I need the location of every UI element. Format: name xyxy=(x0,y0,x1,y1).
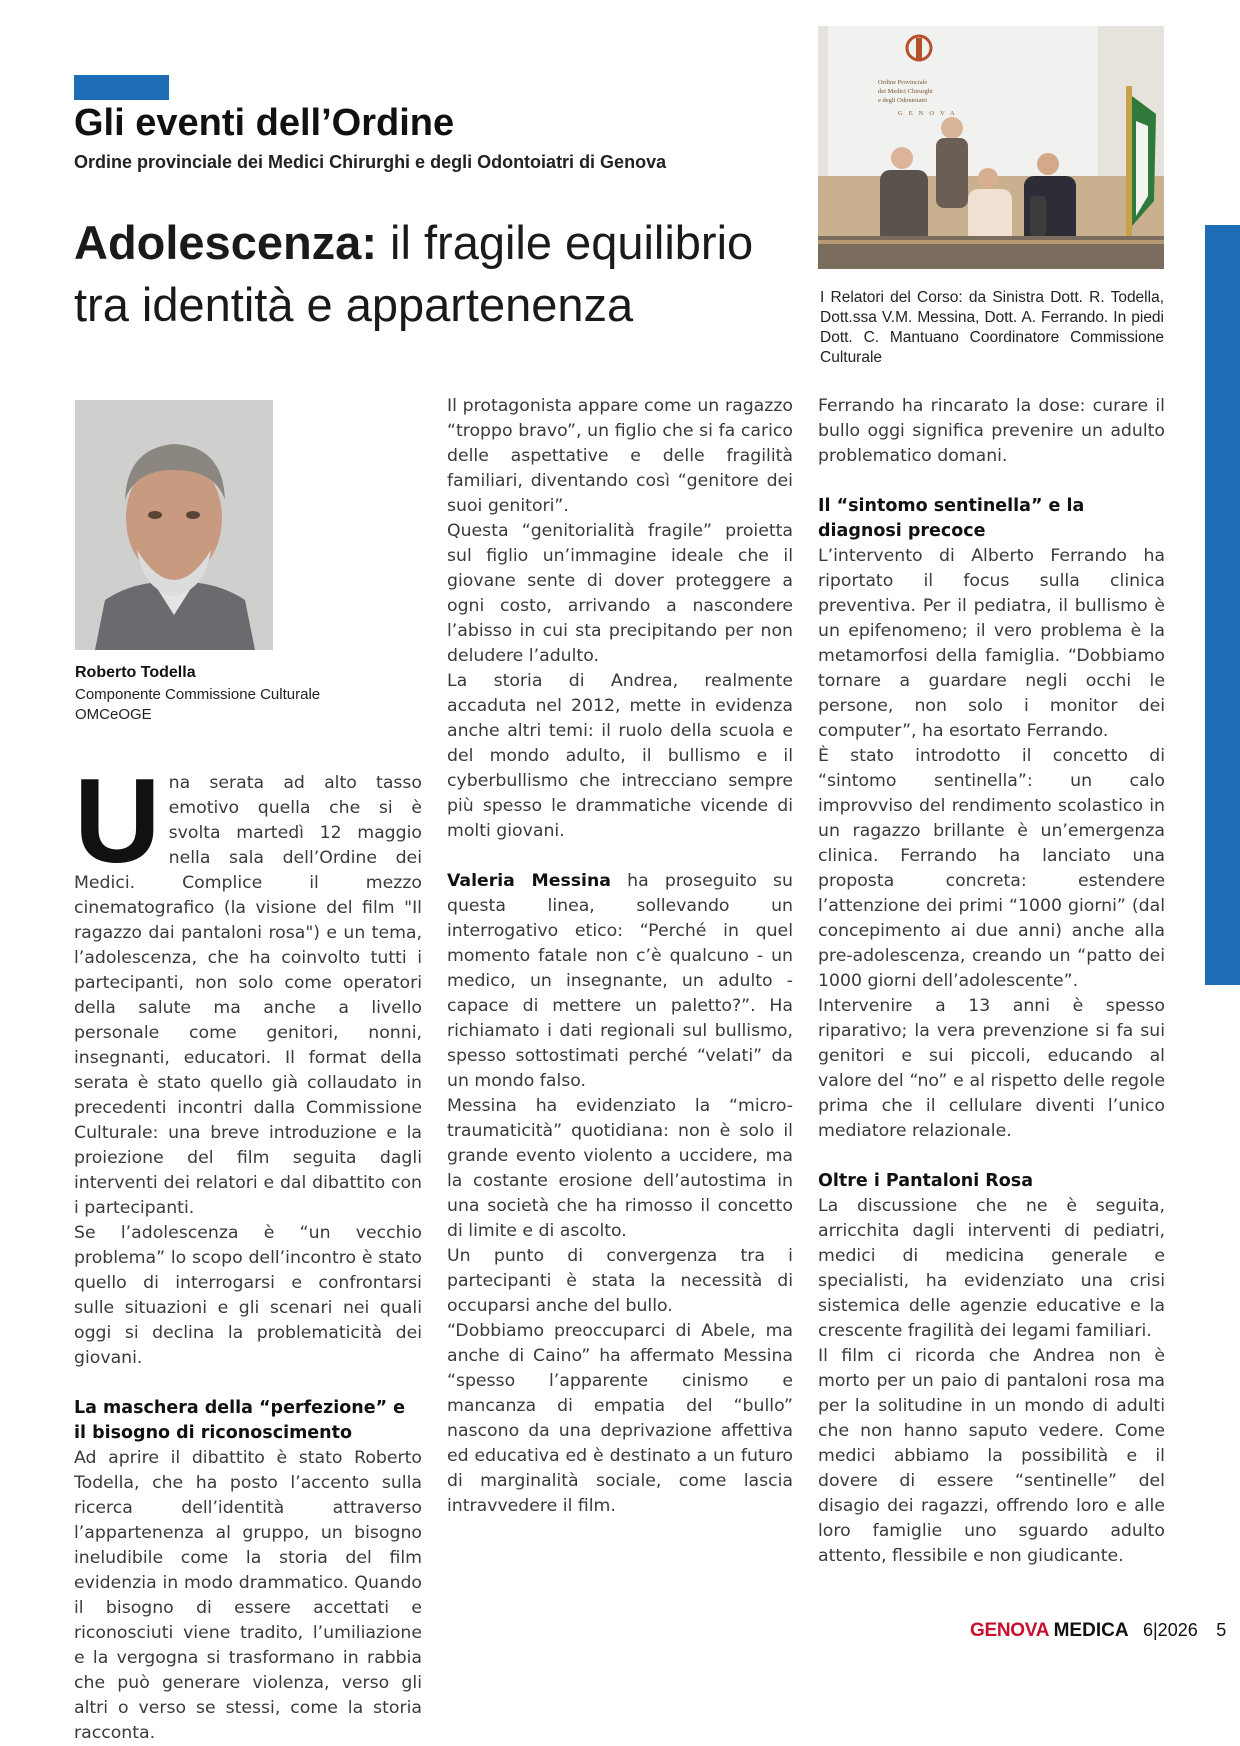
paragraph: La discussione che ne è seguita, arricchita dagli interventi di pediatri, medici di medicina generale e specialisti, ha evidenziato una crisi sistemica delle agenzie educative e la crescente fragilità dei legami familiari. xyxy=(818,1196,1165,1341)
author-portrait xyxy=(75,400,273,650)
photo-logo-line-3: e degli Odontoiatri xyxy=(878,97,928,104)
paragraph: Ad aprire il dibattito è stato Roberto Todella, che ha posto l’accento sulla ricerca dell’identità attraverso l’appartenenza al gruppo, un bisogno ineludibile come la storia del film evidenzia in modo drammatico. Quando il bisogno di essere accettati e riconosciuti viene tradito, l’umiliazione e la vergogna si trasformano in rabbia che può generare violenza, verso gli altri o verso se stessi, come la storia racconta. xyxy=(74,1448,422,1743)
drop-cap: U xyxy=(74,754,161,888)
article-column-2 xyxy=(447,394,793,1519)
subheading: La maschera della “perfezione” e il bisogno di riconoscimento xyxy=(74,1398,406,1443)
paragraph: Ferrando ha rincarato la dose: curare il bullo oggi significa prevenire un adulto problematico domani. xyxy=(818,396,1165,466)
magazine-brand-black: MEDICA xyxy=(1053,1620,1129,1641)
article-headline xyxy=(74,212,794,336)
paragraph: Questa “genitorialità fragile” proietta sul figlio un’immagine ideale che il giovane sente di dover proteggere a ogni costo, arrivando a nascondere l’abisso in cui sta precipitando per non deludere l’adulto. xyxy=(447,521,793,666)
magazine-brand-red: GENOVA xyxy=(970,1620,1050,1641)
author-role-line-2: OMCeOGE xyxy=(75,706,152,723)
paragraph: L’intervento di Alberto Ferrando ha riportato il focus sulla clinica preventiva. Per il pediatra, il bullismo è un epifenomeno; il vero problema è la metamorfosi della famiglia. “Dobbiamo tornare a guardare negli occhi le persone, non solo i monitor dei computer”, ha esortato Ferrando. xyxy=(818,546,1165,741)
author-role xyxy=(75,685,375,725)
paragraph: Il protagonista appare come un ragazzo “troppo bravo”, un figlio che si fa carico delle aspettative e delle fragilità familiari, diventando così “genitore dei suoi genitori”. xyxy=(447,396,793,516)
paragraph: Se l’adolescenza è “un vecchio problema” lo scopo dell’incontro è stato quello di interrogarsi e confrontarsi sulle situazioni e gli scenari nei quali oggi si declina la problematicità dei giovani. xyxy=(74,1223,422,1368)
paragraph: Il film ci ricorda che Andrea non è morto per un paio di pantaloni rosa ma per la solitudine in un mondo di adulti che non hanno saputo vedere. Come medici abbiamo la possibilità e il dovere di essere “sentinelle” del disagio dei ragazzi, offrendo loro e alle loro famiglie uno sguardo adulto attento, flessibile e non giudicante. xyxy=(818,1346,1165,1566)
speaker-name: Valeria Messina xyxy=(447,871,611,891)
speakers-photo xyxy=(818,26,1164,269)
paragraph: La storia di Andrea, realmente accaduta nel 2012, mette in evidenza anche altri temi: il ruolo della scuola e del mondo adulto, il bullismo e il cyberbullismo che intrecciano sempre più spesso le drammatiche vicende di molti giovani. xyxy=(447,671,793,841)
page-footer xyxy=(970,1620,1226,1642)
photo-logo-line-4: GENOVA xyxy=(898,110,961,117)
paragraph: “Dobbiamo preoccuparci di Abele, ma anche di Caino” ha affermato Messina “spesso l’apparente cinismo e mancanza di empatia del “bullo” nascono da una deprivazione affettiva ed educativa ed è destinato a un futuro di marginalità sociale, come lascia intravvedere il film. xyxy=(447,1321,793,1516)
paragraph: Messina ha evidenziato la “micro-traumaticità” quotidiana: non è solo il grande evento violento a uccidere, ma la costante erosione dell’autostima in una società che ha rimosso il concetto di limite e di ascolto. xyxy=(447,1096,793,1241)
author-role-line-1: Componente Commissione Culturale xyxy=(75,686,321,703)
paragraph: È stato introdotto il concetto di “sintomo sentinella”: un calo improvviso del rendimento scolastico in un ragazzo brillante è un’emergenza clinica. Ferrando ha lanciato una proposta concreta: estendere l’attenzione dei primi “1000 giorni” (dal concepimento ai due anni) anche alla pre-adolescenza, creando un “patto dei 1000 giorni dell’adolescente”. xyxy=(818,746,1165,991)
issue-number: 6|2026 xyxy=(1143,1620,1198,1640)
section-accent-bar xyxy=(74,75,169,100)
photo-logo-line-2: dei Medici Chirurghi xyxy=(878,88,933,95)
paragraph: Intervenire a 13 anni è spesso riparativo; la vera prevenzione si fa sui genitori e sui piccoli, educando al valore del “no” e al rispetto delle regole prima che il cellulare diventi l’unico mediatore relazionale. xyxy=(818,996,1165,1141)
section-subtitle: Ordine provinciale dei Medici Chirurghi e degli Odontoiatri di Genova xyxy=(74,152,667,172)
page-number: 5 xyxy=(1216,1620,1227,1640)
photo-caption: I Relatori del Corso: da Sinistra Dott. R. Todella, Dott.ssa V.M. Messina, Dott. A. Ferrando. In piedi Dott. C. Mantuano Coordinatore Commissione Culturale xyxy=(820,289,1164,366)
photo-logo-line-1: Ordine Provinciale xyxy=(878,79,928,86)
section-title: Gli eventi dell’Ordine xyxy=(74,102,455,144)
headline-bold: Adolescenza: xyxy=(74,216,377,269)
subheading: Oltre i Pantaloni Rosa xyxy=(818,1171,1034,1191)
article-column-1 xyxy=(74,754,422,1743)
paragraph-text: ha proseguito su questa linea, sollevando un interrogativo etico: “Perché in quel momento fatale non c’è qualcuno - un medico, un insegnante, un adulto - capace di mettere un paletto?”. Ha richiamato i dati regionali sul bullismo, spesso sottostimati perché “velati” da un mondo falso. xyxy=(447,871,793,1091)
author-name: Roberto Todella xyxy=(75,664,196,681)
paragraph: Un punto di convergenza tra i partecipanti è stata la necessità di occuparsi anche del bullo. xyxy=(447,1246,793,1316)
article-column-3 xyxy=(818,394,1165,1569)
page-edge-tab xyxy=(1205,225,1240,985)
headline-rest: il fragile equilibrio tra identità e appartenenza xyxy=(74,216,754,331)
paragraph: na serata ad alto tasso emotivo quella che si è svolta martedì 12 maggio nella sala dell’Ordine dei Medici. Complice il mezzo cinematografico (la visione del film "Il ragazzo dai pantaloni rosa") e un tema, l’adolescenza, che ha coinvolto tutti i partecipanti, non solo come operatori della salute ma anche a livello personale come genitori, nonni, insegnanti, educatori. Il format della serata è stato quello già collaudato in precedenti incontri dalla Commissione Culturale: una breve introduzione e la proiezione del film seguita dagli interventi dei relatori e dal dibattito con i partecipanti. xyxy=(74,773,422,1218)
subheading: Il “sintomo sentinella” e la diagnosi precoce xyxy=(818,496,1085,541)
paragraph xyxy=(447,869,793,1094)
